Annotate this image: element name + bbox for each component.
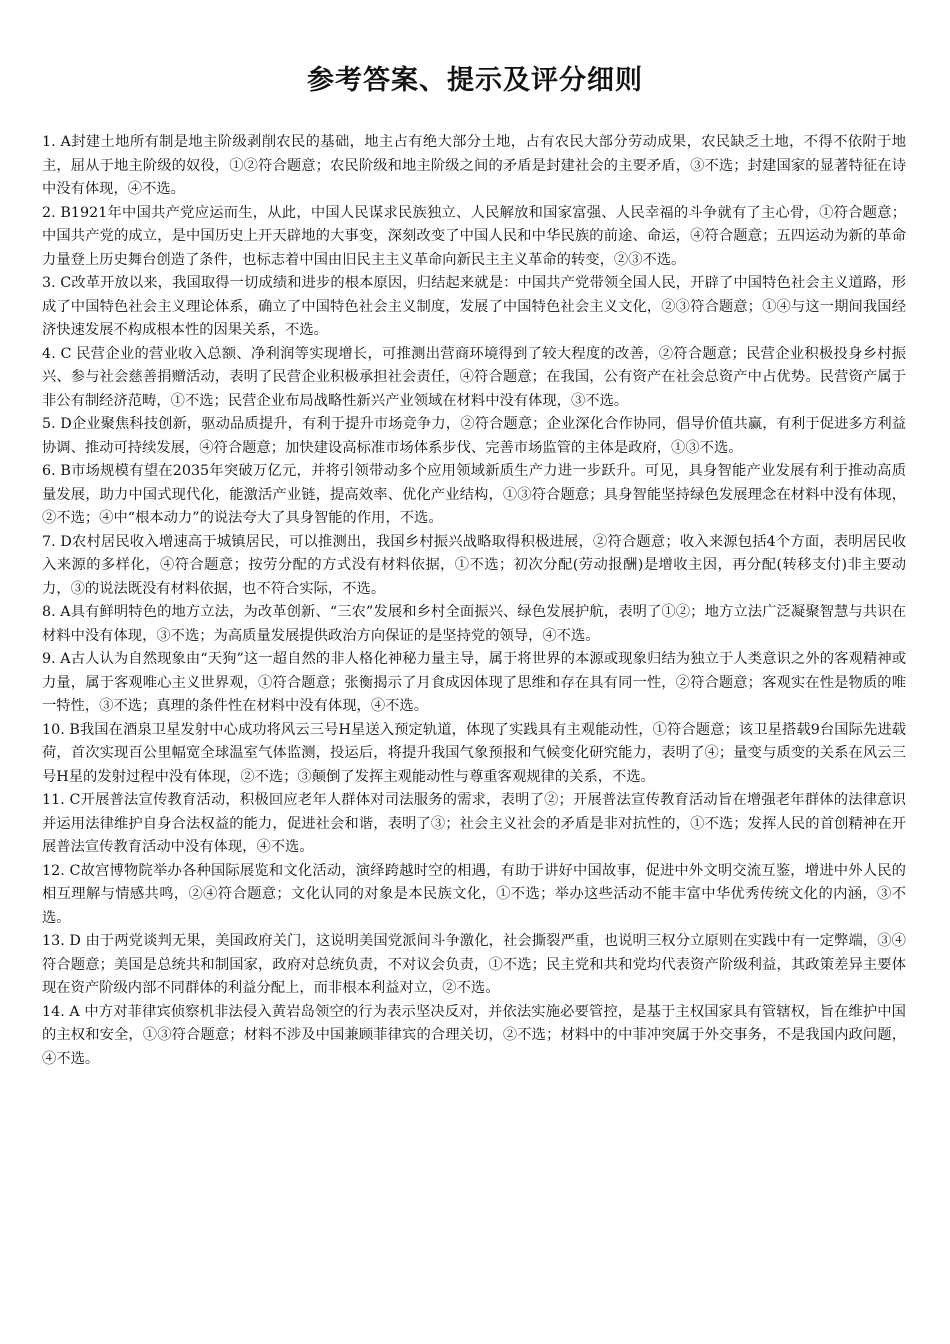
item-text: A具有鲜明特色的地方立法，为改革创新、“三农”发展和乡村全面振兴、绿色发展护航，表明了①②；地方立法广泛凝聚智慧与共识在材料中没有体现，③不选；为高质量发展提供政治方向保证的是坚持党的领导，④不选。 bbox=[42, 604, 907, 644]
item-number: 7. bbox=[42, 533, 61, 550]
item-text: A 中方对菲律宾侦察机非法侵入黄岩岛领空的行为表示坚决反对，并依法实施必要管控，是基于主权国家具有管辖权，旨在维护中国的主权和安全，①③符合题意；材料不涉及中国兼顾菲律宾的合理关切，②不选；材料中的中菲冲突属于外交事务，不是我国内政问题，④不选。 bbox=[42, 1003, 906, 1067]
item-text: C故宫博物院举办各种国际展览和文化活动，演绎跨越时空的相遇，有助于讲好中国故事，促进中外文明交流互鉴，增进中外人民的相互理解与情感共鸣，②④符合题意；文化认同的对象是本民族文化，①不选；举办这些活动不能丰富中华优秀传统文化的内涵，③不选。 bbox=[42, 862, 906, 926]
item-number: 1. bbox=[42, 134, 61, 150]
answer-item-6 bbox=[42, 460, 906, 531]
answer-item-8 bbox=[42, 601, 906, 648]
answer-item-1 bbox=[42, 131, 906, 202]
item-text: D企业聚焦科技创新，驱动品质提升，有利于提升市场竞争力，②符合题意；企业深化合作协同，倡导价值共赢，有利于促进多方利益协调、推动可持续发展，④符合题意；加快建设高标准市场体系步伐、完善市场监管的主体是政府，①③不选。 bbox=[42, 416, 906, 456]
item-text: A古人认为自然现象由“天狗”这一超自然的非人格化神秘力量主导，属于将世界的本源或现象归结为独立于人类意识之外的客观精神或力量，属于客观唯心主义世界观，①符合题意；张衡揭示了月食成因体现了思维和存在具有同一性，②符合题意；客观实在性是物质的唯一特性，③不选；真理的条件性在材料中没有体现，④不选。 bbox=[42, 651, 907, 714]
item-number: 5. bbox=[42, 416, 61, 432]
item-number: 14. bbox=[42, 1003, 70, 1020]
item-number: 2. bbox=[42, 204, 61, 221]
item-number: 12. bbox=[42, 862, 70, 879]
item-number: 13. bbox=[42, 933, 70, 949]
answer-list bbox=[42, 131, 906, 1071]
item-number: 11. bbox=[42, 792, 70, 808]
page-title: 参考答案、提示及评分细则 bbox=[307, 65, 643, 96]
answer-item-2 bbox=[42, 202, 906, 273]
item-text: B市场规模有望在2035年突破万亿元，并将引领带动多个应用领域新质生产力进一步跃升。可见，具身智能产业发展有利于推动高质量发展，助力中国式现代化，能激活产业链，提高效率、优化产业结构，①③符合题意；具身智能坚持绿色发展理念在材料中没有体现，②不选；④中“根本动力”的说法夸大了具身智能的作用，不选。 bbox=[42, 463, 906, 526]
item-text: B1921年中国共产党应运而生，从此，中国人民谋求民族独立、人民解放和国家富强、人民幸福的斗争就有了主心骨，①符合题意；中国共产党的成立，是中国历史上开天辟地的大事变，深刻改变了中国人民和中华民族的前途、命运，④符合题意；五四运动为新的革命力量登上历史舞台创造了条件，也标志着中国由旧民主主义革命向新民主主义革命的转变，②③不选。 bbox=[42, 204, 907, 268]
item-text: C 民营企业的营业收入总额、净利润等实现增长，可推测出营商环境得到了较大程度的改善，②符合题意；民营企业积极投身乡村振兴、参与社会慈善捐赠活动，表明了民营企业积极承担社会责任，④符合题意；在我国，公有资产在社会总资产中占优势。民营资产属于非公有制经济范畴，①不选；民营企业布局战略性新兴产业领域在材料中没有体现，③不选。 bbox=[42, 345, 906, 409]
item-text: A封建土地所有制是地主阶级剥削农民的基础，地主占有绝大部分土地，占有农民大部分劳动成果，农民缺乏土地，不得不依附于地主，屈从于地主阶级的奴役，①②符合题意；农民阶级和地主阶级之间的矛盾是封建社会的主要矛盾，③不选；封建国家的显著特征在诗中没有体现，④不选。 bbox=[42, 134, 906, 197]
item-number: 6. bbox=[42, 463, 61, 479]
answer-item-12 bbox=[42, 860, 906, 931]
answer-item-4 bbox=[42, 343, 906, 414]
answer-item-9 bbox=[42, 648, 906, 719]
item-number: 9. bbox=[42, 651, 61, 667]
item-text: B我国在酒泉卫星发射中心成功将风云三号H星送入预定轨道，体现了实践具有主观能动性，①符合题意；该卫星搭载9台国际先进载荷，首次实现百公里幅宽全球温室气体监测，投运后，将提升我国气象预报和气候变化研究能力，表明了④；量变与质变的关系在风云三号H星的发射过程中没有体现，②不选；③颠倒了发挥主观能动性与尊重客观规律的关系，不选。 bbox=[42, 721, 906, 785]
answer-item-5 bbox=[42, 413, 906, 460]
answer-item-11 bbox=[42, 789, 906, 860]
answer-item-14 bbox=[42, 1001, 906, 1072]
item-text: D农村居民收入增速高于城镇居民，可以推测出，我国乡村振兴战略取得积极进展，②符合题意；收入来源包括4个方面，表明居民收入来源的多样化，④符合题意；按劳分配的方式没有材料依据，①不选；初次分配(劳动报酬)是增收主因，再分配(转移支付)非主要动力，③的说法既没有材料依据，也不符合实际，不选。 bbox=[42, 533, 907, 597]
answer-item-3 bbox=[42, 272, 906, 343]
item-text: D 由于两党谈判无果，美国政府关门，这说明美国党派间斗争激化，社会撕裂严重，也说明三权分立原则在实践中有一定弊端，③④符合题意；美国是总统共和制国家，政府对总统负责，不对议会负责，①不选；民主党和共和党均代表资产阶级利益，其政策差异主要体现在资产阶级内部不同群体的利益分配上，而非根本利益对立，②不选。 bbox=[42, 933, 906, 996]
item-number: 4. bbox=[42, 345, 61, 362]
item-text: C改革开放以来，我国取得一切成绩和进步的根本原因，归结起来就是：中国共产党带领全国人民，开辟了中国特色社会主义道路，形成了中国特色社会主义理论体系，确立了中国特色社会主义制度，发展了中国特色社会主义文化，②③符合题意；①④与这一期间我国经济快速发展不构成根本性的因果关系，不选。 bbox=[42, 275, 906, 338]
item-text: C开展普法宣传教育活动，积极回应老年人群体对司法服务的需求，表明了②；开展普法宣传教育活动旨在增强老年群体的法律意识并运用法律维护自身合法权益的能力，促进社会和谐，表明了③；社会主义社会的矛盾是非对抗性的，①不选；发挥人民的首创精神在开展普法宣传教育活动中没有体现，④不选。 bbox=[42, 792, 906, 855]
item-number: 8. bbox=[42, 604, 61, 620]
item-number: 3. bbox=[42, 275, 61, 291]
item-number: 10. bbox=[42, 721, 70, 738]
answer-item-10 bbox=[42, 719, 906, 790]
answer-item-7 bbox=[42, 531, 906, 602]
answer-item-13 bbox=[42, 930, 906, 1001]
